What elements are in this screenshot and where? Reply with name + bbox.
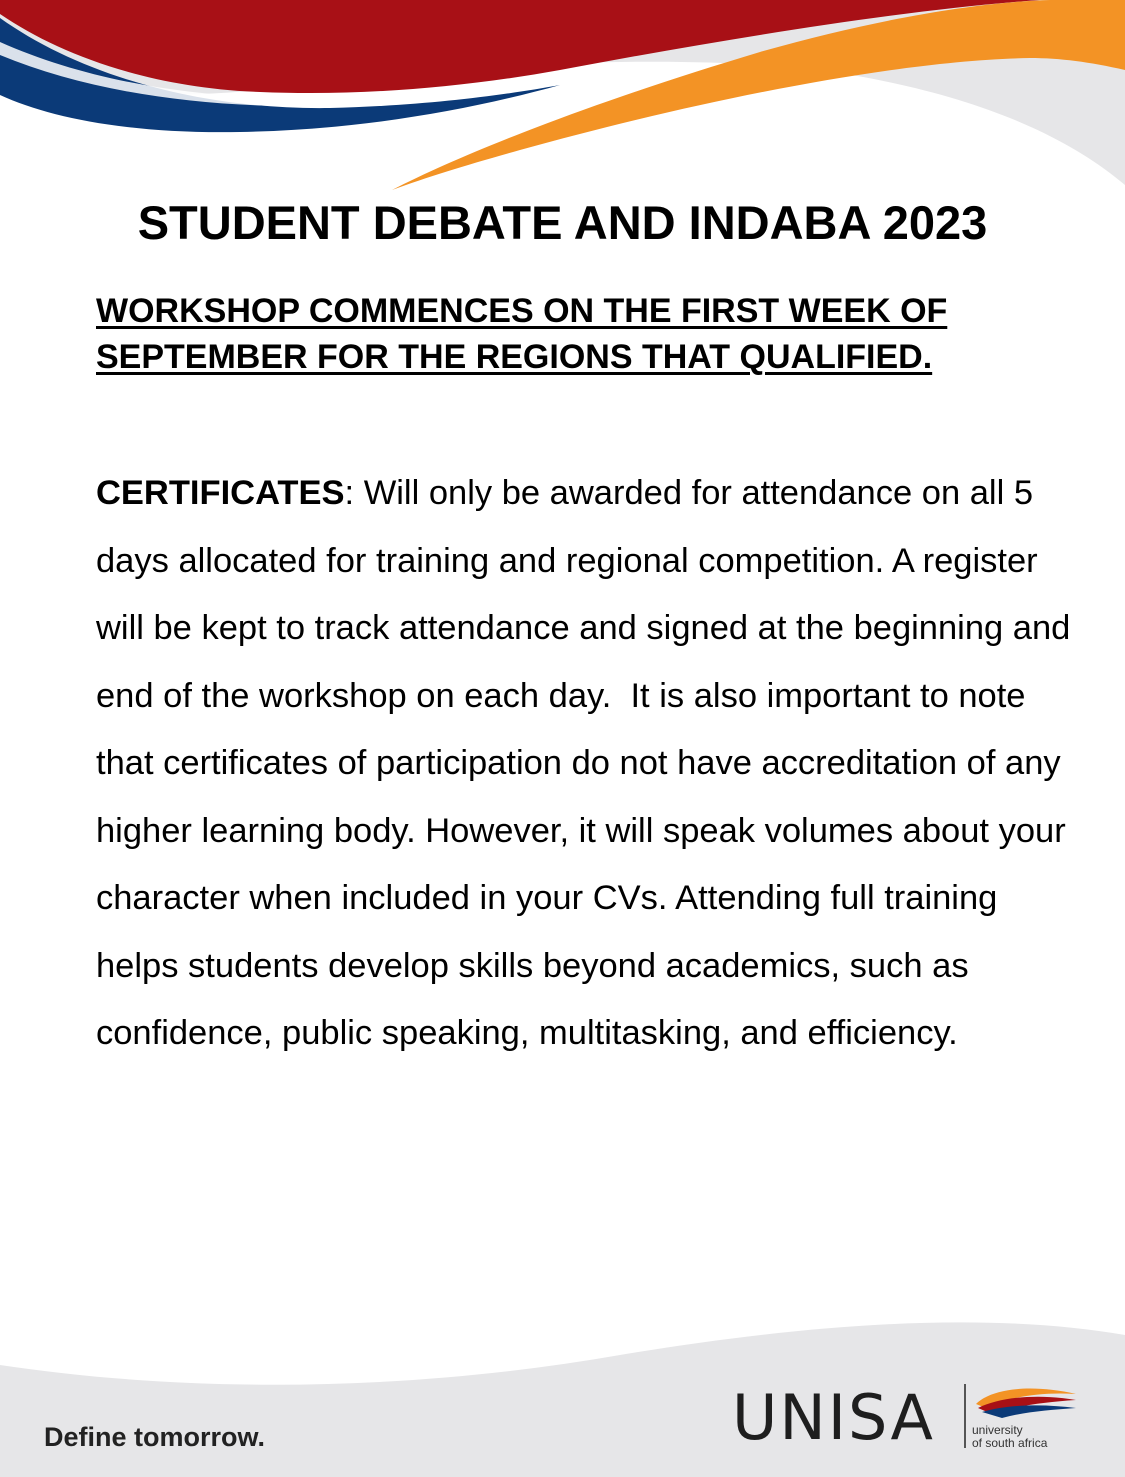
certificates-label: CERTIFICATES <box>96 474 345 512</box>
certificates-text: : Will only be awarded for attendance on all 5 days allocated for training and regional competition. A register will be kept to track attendance and signed at the beginning and end of the workshop on each day. It is also important to note that certificates of participation do not have accreditation of any higher learning body. However, it will speak volumes about your character when included in your CVs. Attending full training helps students develop skills beyond academics, such as confidence, public speaking, multitasking, and efficiency. <box>96 474 1080 1052</box>
document-subtitle <box>96 288 1056 380</box>
certificates-paragraph <box>96 460 1081 1068</box>
subtitle-line-1: WORKSHOP COMMENCES ON THE FIRST WEEK OF <box>96 292 948 330</box>
logo-divider <box>964 1384 966 1448</box>
logo-subtext-line-2: of south africa <box>972 1436 1048 1450</box>
document-title: STUDENT DEBATE AND INDABA 2023 <box>137 196 988 249</box>
logo-subtext-line-1: university <box>972 1423 1023 1437</box>
top-decorative-waves <box>0 0 1125 200</box>
logo-wordmark: UNISA <box>732 1381 935 1454</box>
logo-swoosh-icon <box>972 1382 1082 1422</box>
footer-tagline: Define tomorrow. <box>44 1422 266 1452</box>
subtitle-line-2: SEPTEMBER FOR THE REGIONS THAT QUALIFIED. <box>96 338 933 376</box>
logo-subtext <box>972 1424 1047 1450</box>
unisa-logo <box>732 1378 1092 1458</box>
